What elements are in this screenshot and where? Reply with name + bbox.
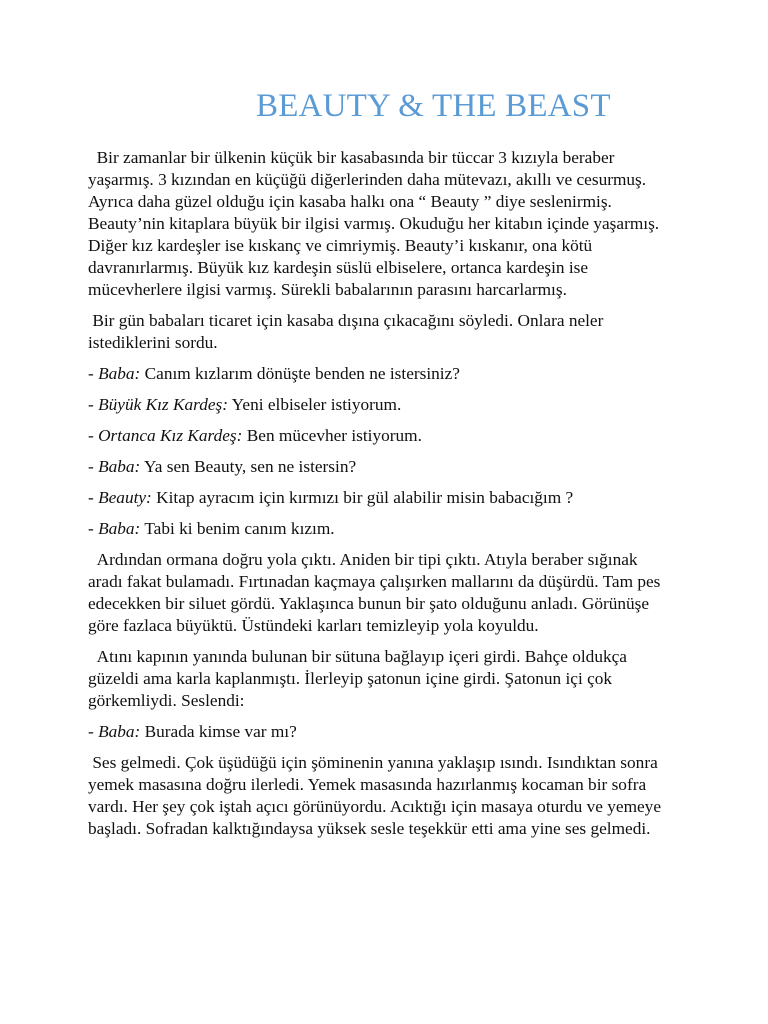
dialogue-dash: - bbox=[88, 426, 99, 445]
dialogue-dash: - bbox=[88, 364, 99, 383]
dialogue-text: Kitap ayracım için kırmızı bir gül alabilir misin babacığım ? bbox=[151, 488, 574, 507]
dialogue-dash: - bbox=[88, 457, 99, 476]
speaker-name: Baba: bbox=[98, 519, 141, 538]
document-body bbox=[88, 147, 668, 840]
dialogue-dash: - bbox=[88, 395, 99, 414]
dialogue-line bbox=[88, 394, 668, 416]
dialogue-text: Tabi ki benim canım kızım. bbox=[140, 519, 335, 538]
dialogue-text: Burada kimse var mı? bbox=[140, 722, 297, 741]
speaker-name: Baba: bbox=[98, 457, 141, 476]
dialogue-line bbox=[88, 425, 668, 447]
dialogue-text: Ya sen Beauty, sen ne istersin? bbox=[140, 457, 357, 476]
narration-paragraph: Bir zamanlar bir ülkenin küçük bir kasabasında bir tüccar 3 kızıyla beraber yaşarmış. 3 kızından en küçüğü diğerlerinden daha mütevazı, akıllı ve cesurmuş. Ayrıca daha güzel olduğu için kasaba halkı ona “ Beauty ” diye seslenirmiş. Beauty’nin kitaplara büyük bir ilgisi varmış. Okuduğu her kitabın içinde yaşarmış. Diğer kız kardeşler ise kıskanç ve cimriymiş. Beauty’i kıskanır, ona kötü davranırlarmış. Büyük kız kardeşin süslü elbiselere, ortanca kardeşin ise mücevherlere ilgisi varmış. Sürekli babalarının parasını harcarlarmış. bbox=[88, 148, 660, 299]
dialogue-line bbox=[88, 456, 668, 478]
page-title: BEAUTY & THE BEAST bbox=[256, 88, 611, 124]
narration-paragraph: Atını kapının yanında bulunan bir sütuna bağlayıp içeri girdi. Bahçe oldukça güzeldi ama karla kaplanmıştı. İlerleyip şatonun içine girdi. Şatonun içi çok görkemliydi. Seslendi: bbox=[88, 647, 627, 710]
dialogue-dash: - bbox=[88, 722, 99, 741]
narration-paragraph: Bir gün babaları ticaret için kasaba dışına çıkacağını söyledi. Onlara neler istediklerini sordu. bbox=[88, 311, 604, 352]
speaker-name: Büyük Kız Kardeş: bbox=[98, 395, 228, 414]
speaker-name: Baba: bbox=[98, 722, 141, 741]
narration-paragraph: Ses gelmedi. Çok üşüdüğü için şöminenin yanına yaklaşıp ısındı. Isındıktan sonra yemek masasına doğru ilerledi. Yemek masasında hazırlanmış kocaman bir sofra vardı. Her şey çok iştah açıcı görünüyordu. Acıktığı için masaya oturdu ve yemeye başladı. Sofradan kalktığındaysa yüksek sesle teşekkür etti ama yine ses gelmedi. bbox=[88, 753, 661, 838]
dialogue-line bbox=[88, 487, 668, 509]
dialogue-dash: - bbox=[88, 488, 99, 507]
dialogue-line bbox=[88, 518, 668, 540]
speaker-name: Beauty: bbox=[98, 488, 152, 507]
dialogue-line bbox=[88, 721, 668, 743]
dialogue-text: Yeni elbiseler istiyorum. bbox=[228, 395, 402, 414]
speaker-name: Baba: bbox=[98, 364, 141, 383]
dialogue-text: Canım kızlarım dönüşte benden ne istersiniz? bbox=[140, 364, 460, 383]
narration-paragraph: Ardından ormana doğru yola çıktı. Aniden bir tipi çıktı. Atıyla beraber sığınak aradı fakat bulamadı. Fırtınadan kaçmaya çalışırken mallarını da düşürdü. Tam pes edecekken bir siluet gördü. Yaklaşınca bunun bir şato olduğunu anladı. Görünüşe göre fazlaca büyüktü. Üstündeki karları temizleyip yola koyuldu. bbox=[88, 550, 661, 635]
speaker-name: Ortanca Kız Kardeş: bbox=[98, 426, 243, 445]
dialogue-text: Ben mücevher istiyorum. bbox=[242, 426, 422, 445]
dialogue-line bbox=[88, 363, 668, 385]
dialogue-dash: - bbox=[88, 519, 99, 538]
